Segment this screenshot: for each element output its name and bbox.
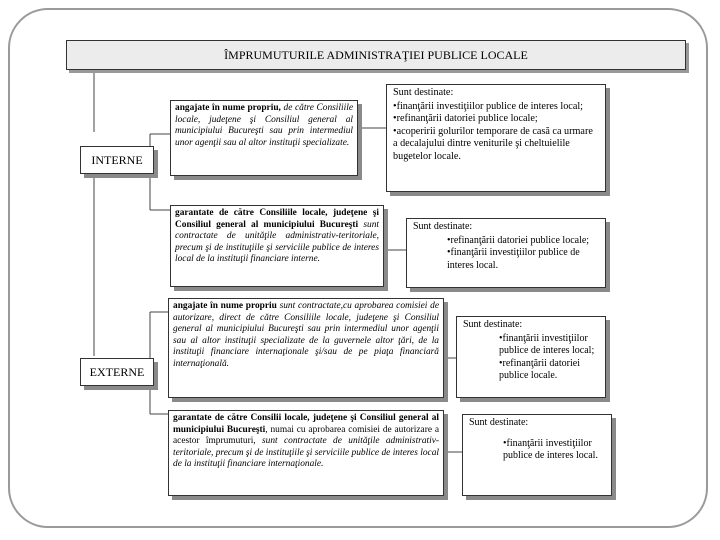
box-interne-nume-propriu (170, 100, 358, 176)
dest2-header: Sunt destinate: (413, 221, 473, 232)
box4-normal: , numai cu aprobarea comisiei de autorizare a acestor împrumuturi, (173, 424, 439, 447)
box-externe-garantate (168, 410, 444, 496)
externe-label: EXTERNE (80, 358, 154, 386)
dest4-list (469, 438, 605, 463)
box-interne-garantate (170, 205, 384, 287)
dest2-item: • refinanţării datoriei publice locale; (447, 235, 599, 248)
dest4-header: Sunt destinate: (469, 417, 529, 428)
destination-box-4 (462, 414, 612, 496)
box4-bold: garantate de către Consilii locale, judeţene şi Consiliul general al municipiului Bucureşti (173, 413, 439, 435)
dest1-list (393, 101, 599, 164)
dest1-item: • acoperirii golurilor temporare de casă ca urmare a decalajului dintre veniturile şi cheltuielile bugetelor locale. (393, 126, 599, 164)
box1-bold: angajate în nume propriu, (175, 103, 281, 113)
dest1-header: Sunt destinate: (393, 87, 454, 98)
dest1-item: • finanţării investiţiilor publice de interes local; (393, 101, 599, 114)
interne-label: INTERNE (80, 146, 154, 174)
box3-bold: angajate în nume propriu (173, 301, 277, 311)
dest3-item: • finanţării investiţiilor publice de interes local; (499, 333, 599, 358)
dest1-item: • refinanţării datoriei publice locale; (393, 113, 599, 126)
dest3-header: Sunt destinate: (463, 319, 523, 330)
box4-text: sunt contractate de unităţile administrativ-teritoriale, precum şi de instituţiile şi serviciile publice de interes local de la instituţii financiare internaţionale. (173, 436, 439, 470)
destination-box-3 (456, 316, 606, 398)
dest2-list (413, 235, 599, 273)
box1-text: de către Consiliile locale, judeţene şi Consiliul general al municipiului Bucureşti sau prin intermediul unor agenţii sau al altor instituţii specializate. (175, 103, 353, 148)
box2-text: sunt contractate de unităţile administrativ-teritoriale, precum şi de instituţiile şi serviciile publice de interes local de la instituţii financiare interne. (175, 219, 379, 265)
dest3-item: • refinanţării datoriei publice locale. (499, 358, 599, 383)
dest3-list (463, 333, 599, 383)
box-externe-nume-propriu (168, 298, 444, 398)
dest4-item: • finanţării investiţiilor publice de interes local. (503, 438, 605, 463)
box3-text: sunt contractate,cu aprobarea comisiei de autorizare, direct de către Consiliile locale, judeţene şi Consiliul general al municipiului Bucureşti sau prin intermediul unor agenţii sau al altor instituţii specializate de la guvernele altor ţări, de la instituţii financiare internaţionale şi/sau de pe piaţa financiară internaţională. (173, 301, 439, 369)
destination-box-1 (386, 84, 606, 192)
dest2-item: • finanţării investiţiilor publice de interes local. (447, 247, 599, 272)
box2-bold: garantate de către Consiliile locale, judeţene şi Consiliul general al municipiului Bucureşti (175, 208, 379, 230)
destination-box-2 (406, 218, 606, 288)
page-title: ÎMPRUMUTURILE ADMINISTRAŢIEI PUBLICE LOCALE (66, 40, 686, 70)
